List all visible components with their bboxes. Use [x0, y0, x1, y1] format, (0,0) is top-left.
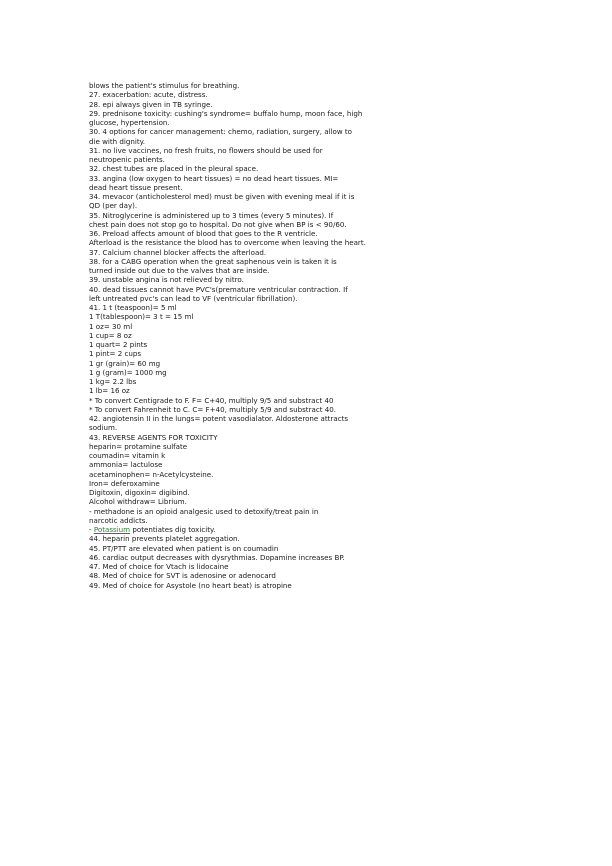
text-line: left untreated pvc's can lead to VF (ventricular fibrillation). [89, 293, 298, 303]
text-line: 34. mevacor (anticholesterol med) must be given with evening meal if it is [89, 192, 355, 201]
text-line: 40. dead tissues cannot have PVC's(premature ventricular contraction. If [89, 284, 348, 294]
potassium-suffix: potentiates dig toxicity. [130, 525, 216, 534]
text-line: 1 kg= 2.2 lbs [89, 377, 137, 386]
text-line: 47. Med of choice for Vtach is lidocaine [89, 562, 229, 571]
document-body [89, 81, 409, 590]
text-line: neutropenic patients. [89, 155, 165, 164]
text-line: Digitoxin, digoxin= digibind. [89, 488, 190, 497]
text-line: turned inside out due to the valves that are inside. [89, 266, 270, 275]
text-line: 31. no live vaccines, no fresh fruits, no flowers should be used for [89, 145, 323, 155]
text-line: 28. epi always given in TB syringe. [89, 99, 213, 109]
text-line: glucose, hypertension. [89, 118, 170, 127]
text-line: coumadin= vitamin k [89, 451, 166, 460]
text-line: 1 T(tablespoon)= 3 t = 15 ml [89, 312, 194, 322]
text-line: - methadone is an opioid analgesic used to detoxify/treat pain in [89, 506, 319, 516]
text-line: 1 lb= 16 oz [89, 386, 130, 396]
potassium-link[interactable]: Potassium [93, 525, 131, 534]
text-line: blows the patient's stimulus for breathing. [89, 81, 240, 90]
text-line: heparin= protamine sulfate [89, 441, 188, 451]
text-line: 45. PT/PTT are elevated when patient is on coumadin [89, 543, 279, 553]
text-line: 30. 4 options for cancer management: chemo, radiation, surgery, allow to [89, 127, 353, 137]
text-line: 32. chest tubes are placed in the pleural space. [89, 164, 259, 174]
text-line: narcotic addicts. [89, 515, 148, 525]
potassium-note-line [89, 525, 409, 534]
text-line: Iron= deferoxamine [89, 478, 160, 488]
notes-block-end [89, 534, 409, 590]
text-line: 48. Med of choice for SVT is adenosine or adenocard [89, 571, 276, 581]
text-line: 35. Nitroglycerine is administered up to 3 times (every 5 minutes). If [89, 210, 334, 220]
text-line: QD (per day). [89, 201, 138, 211]
text-line: chest pain does not stop go to hospital. Do not give when BP is < 90/60. [89, 219, 347, 229]
text-line: die with dignity. [89, 136, 146, 146]
text-line: 29. prednisone toxicity: cushing's syndrome= buffalo hump, moon face, high [89, 108, 363, 118]
text-line: 33. angina (low oxygen to heart tissues) = no dead heart tissues. MI= [89, 173, 339, 183]
text-line: 37. Calcium channel blocker affects the afterload. [89, 247, 267, 257]
text-line: acetaminophen= n-Acetylcysteine. [89, 469, 214, 479]
text-line: 27. exacerbation: acute, distress. [89, 90, 208, 100]
text-line: 44. heparin prevents platelet aggregation. [89, 534, 240, 544]
text-line: sodium. [89, 423, 118, 433]
text-line: 43. REVERSE AGENTS FOR TOXICITY [89, 432, 218, 442]
text-line: 1 g (gram)= 1000 mg [89, 367, 167, 377]
text-line: * To convert Centigrade to F. F= C+40, multiply 9/5 and substract 40 [89, 395, 334, 405]
text-line: 1 oz= 30 ml [89, 321, 133, 331]
text-line: 1 quart= 2 pints [89, 340, 148, 349]
text-line: dead heart tissue present. [89, 182, 183, 192]
notes-block-main [89, 81, 409, 525]
text-line: Alcohol withdraw= Librium. [89, 497, 187, 507]
text-line: Afterload is the resistance the blood has to overcome when leaving the heart. [89, 238, 366, 248]
text-line: 1 cup= 8 oz [89, 330, 132, 340]
text-line: 42. angiotensin II in the lungs= potent vasodialator. Aldosterone attracts [89, 414, 349, 423]
text-line: 46. cardiac output decreases with dysrythmias. Dopamine increases BP. [89, 552, 345, 562]
potassium-prefix: - [89, 525, 94, 534]
text-line: 1 gr (grain)= 60 mg [89, 358, 161, 368]
text-line: 49. Med of choice for Asystole (no heart beat) is atropine [89, 580, 292, 590]
text-line: * To convert Fahrenheit to C. C= F+40, multiply 5/9 and substract 40. [89, 404, 337, 414]
text-line: 38. for a CABG operation when the great saphenous vein is taken it is [89, 256, 337, 266]
text-line: 39. unstable angina is not relieved by nitro. [89, 275, 244, 285]
text-line: 36. Preload affects amount of blood that goes to the R ventricle. [89, 229, 318, 238]
text-line: 41. 1 t (teaspoon)= 5 ml [89, 303, 177, 312]
text-line: 1 pint= 2 cups [89, 349, 142, 359]
text-line: ammonia= lactulose [89, 460, 163, 470]
